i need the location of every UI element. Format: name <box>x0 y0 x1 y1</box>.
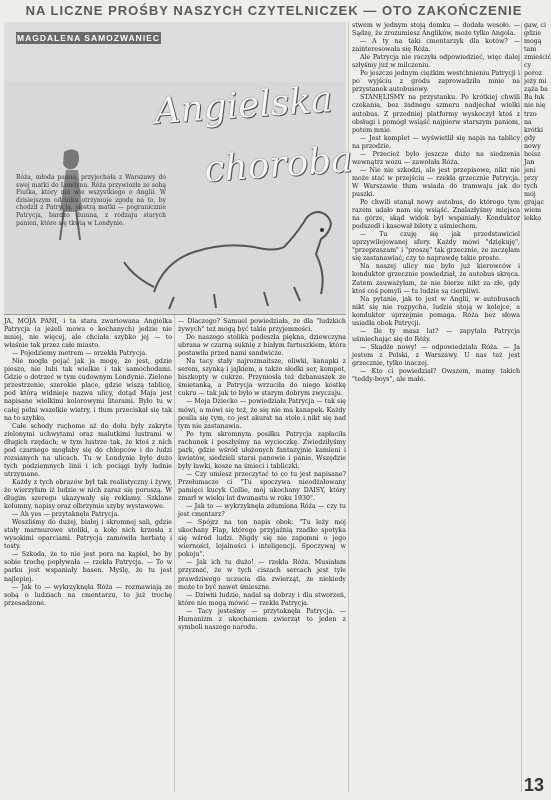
paragraph: Po tym skromnym posiłku Patrycja zapłaciła rachunek i poszłyśmy na wycieczkę. Zwiedziłyśmy park, gdzie wśród ułożonych fantazyjnie kamieni i kwiatów, siedzieli starsi panowie i panie. Wszędzie były ławki, kosze na śmieci i tabliczki. <box>178 430 346 470</box>
paragraph: — Jak to — wykrzyknęła zdumiona Róża — czy tu jest cmentarz? <box>178 503 346 519</box>
paragraph: — Tacy jesteśmy — przytaknęła Patrycja. — Humanizm z ukochaniem zwierząt to jeden z symboli naszego narodu. <box>178 607 346 631</box>
line: boisz <box>524 150 541 158</box>
paragraph: Całe schody ruchome aż do dołu były zakryte zielonymi uchwytami oraz malutkimi lustrami w długich rzędach; w tym lustrze tak, że ktoś z nich pod czarnego mogłaby się do chłopców i do ludzi rozsianych na ulicach. Tu w Londynie było dużo tych podziemnych linii i ich pociągi były ładnie utrzymane. <box>4 422 172 478</box>
line: na <box>524 118 532 126</box>
line: ząża ba <box>524 86 548 94</box>
paragraph: JA, MOJA PANI, i ta stara zwariowana Angielka Patrycja (a jeżeli mowa o kochanych) jedzie nie mniej, nie więcej, ale chciała szybko jej — to właśnie tak przez całe miasto. <box>4 318 172 350</box>
paragraph: — A ty na taki cmentarzyk dla kotów? — zainteresowała się Róża. <box>352 38 520 54</box>
line: przy <box>524 174 538 182</box>
line: nie nię <box>524 102 546 110</box>
paragraph: — Ile ty masz lat? — zapytała Patrycja uśmiechając się do Róży. <box>352 327 520 343</box>
article-author: MAGDALENA SAMOZWANIEC <box>17 33 160 43</box>
line: jeni <box>524 166 536 174</box>
paragraph: — Ah yes — przytaknęła Patrycja. <box>12 511 120 519</box>
line: lekko <box>524 215 542 223</box>
banner-text: NA LICZNE PROŚBY NASZYCH CZYTELNICZEK — OTO ZAKOŃCZENIE <box>25 3 523 18</box>
article-header <box>4 22 354 315</box>
article-title-line2: choroba <box>202 139 354 191</box>
paragraph: Po jeszcze jednym ciężkim westchnieniu Patrycji i po wyjściu z grodu zaprowadziła mnie na przystanek autobusowy. <box>352 70 520 94</box>
page-banner <box>0 0 548 22</box>
paragraph: — Dziwni ludzie, nadal są dobrzy i dla stworzeń, które nie mogą mówić — rzekła Patrycja. <box>178 591 346 607</box>
paragraph: Na naszej ulicy nie było już kierowców i konduktor grzecznie powiedział, że autobus skręca. Zatem zauważyłam, że nie bierze nikt za złe, gdy ktoś coś pomyli — tu ludzie są cierpliwi. <box>352 263 520 295</box>
paragraph: Nie mogła pojąć jak ja mogę, że jest, gdzie pieszo, nie lubi tak wielkie i tak samochodami. Gdzie o dotrzeć w tym cudownym Londynie. Zielone przestrzenie, szerokie place, gdzie wiszą tablicę, pod którą widnieje nazwa ulicy, dotąd Maja jest napisane wielkimi kolorowymi literami. Było tu w całej pełni wszelkie wiatry, i tłum przeciskał się tak na to szybko. <box>4 358 172 422</box>
paragraph: — Jest komplet — wyświetlił się napis na tablicy na przodzie. <box>352 134 520 150</box>
paragraph: — Jak to — wykrzyknęła Róża — rozmawiają ze sobą o ludziach na cmentarzu, to już trochę przesadzone. <box>4 583 172 607</box>
line: grając <box>524 199 545 207</box>
line: krótki <box>524 126 543 134</box>
paragraph: — Skądże nowy! — odpowiedziała Róża. — Ja jestem z Polski, z Warszawy. U nas też jest grzecznie, tylko inaczej. <box>352 343 520 367</box>
line: Jan <box>524 158 535 166</box>
line: trzo <box>524 110 537 118</box>
page-number: 13 <box>523 775 544 795</box>
paragraph: Weszliśmy do dużej, białej i skromnej sali, gdzie stały marmurowe stoliki, a koło nich krzesła z wysokimi oparciami. Patrycja zamówiła herbatę i tosty. <box>4 519 172 551</box>
line: wiem <box>524 207 542 215</box>
paragraph: — Przecież było jeszcze dużo na siedzenia wewnątrz wozu — zawołała Róża. <box>352 150 520 166</box>
paragraph: Na pytanie, jak to jest w Anglii, w autobusach nikt się nie rozpycha, ludzie stoją w kolejce, a konduktor uprzejmie pomaga. Róża bez słowa usiadła obok Patrycji. <box>352 295 520 327</box>
paragraph: — Dlaczego? Samuel powiedziała, że dla "ludzkich żywych" też mogą być takie przyjemności. <box>178 318 346 334</box>
paragraph: — Moja Dziecko — powiedziała Patrycja — tak się mówi, a mówi się też, że się nie ma kanapek. Każdy posila się tym, co jest akurat na stole i nikt się nad tym nie zastanawia. <box>178 398 346 430</box>
paragraph: — Jak ich tu dużo! — rzekła Róża. Musiałam przyznać, że w tych ciszach sercach jest tyle prawdziwego uczucia dla zwierząt, że niekiedy może to być nawet śmieszne. <box>178 559 346 591</box>
text-column-1 <box>4 318 172 792</box>
paragraph: STANĘLIŚMY na przystanku. Po krótkiej chwili czekania, bez żadnego szmeru nadjechał wielki autobus. Z przedniej platformy wyskoczył ktoś z obsługi i pomógł wsiąść najpierw starszym paniom, potem mnie. <box>352 94 520 134</box>
paragraph: Na tacy stały najrozmaitsze, oliwki, kanapki z serem, szynką i jajkiem, a także słodki ser, kompot, biszkopty w cukrze. Przyniosła też dzbanuszek ze śmietanką, a Patrycja wrzuciła do niego kostkę cukru — tak jak to było w starym dobrym zwyczaju. <box>178 358 346 398</box>
paragraph: Każdy z tych obrazów był tak realistyczny i żywy, że wierzyłam iż ludzie w nich zaraz się poruszą. W długim szeregu ukazywały się reklamy. Szklane kolumny, napisy oraz olbrzymie szyby wystawowe. <box>4 478 172 511</box>
paragraph: — Tu czuję się jak przedstawiciel uprzywilejowanej sfery. Każdy mówi "dziękuję", "przepraszam" i "proszę" tak grzecznie, że zaczęłam się zastanawiać, czy to naprawdę takie proste. <box>352 231 520 263</box>
paragraph: Po chwili stanął nowy autobus, do którego tym razem udało nam się wsiąść. Znalazłyśmy miejsca na górze, skąd widok był wspaniały. Konduktor podszedł i kasował bilety z uśmiechem. <box>352 199 520 231</box>
paragraph: stwem w jednym stoją domku — dodała wesoło. — Sądzę, że zrozumiesz Anglików, może tylko Angola. <box>352 22 520 38</box>
paragraph: — Pojedziemy metrem — orzekła Patrycja. <box>12 350 148 358</box>
paragraph: — Czy umiesz przeczytać to co tu jest napisane? Przełumacze ci "Tu spoczywa nieodżałowany pamięci kucyk Collie, mój ukochany DAISY, który zmarł w wieku lat dwunastu w roku 1930". <box>178 470 346 503</box>
text-column-3 <box>352 22 520 792</box>
line: cy poroz <box>524 62 542 78</box>
line: gaw, ci gdzie mogą tam zmieścić <box>524 22 551 62</box>
paragraph: — Kto ci powiedział? Owszem, mamy takich "teddy-boys", ale mało. <box>352 368 520 384</box>
line: tych <box>524 182 538 190</box>
paragraph: — Nie nie szkodzi, ale jest przepisowe, nikt nie może stać w przejściu — rzekła grzecznie Patrycja. W Warszawie tłum wsiada do tramwaju jak do puszki. <box>352 166 520 198</box>
paragraph: Ale Patrycja nie raczyła odpowiedzieć, więc dalej szłyśmy już w milczeniu. <box>352 54 520 70</box>
line: Ba łuk <box>524 94 545 102</box>
line: jeży mi <box>524 78 547 86</box>
text-column-2 <box>178 318 346 792</box>
column-divider <box>348 22 349 792</box>
article-lead: Róża, młoda panna, przyjechała z Warszawy do swej matki do Londynu. Róża przywiozła ze sobą Fiutka, który nie wie wszystkiego o Anglii. W dzisiejszym odcinku otrzymuje zgodę na to, by chodził z Patrycją, siostrą matki — pogranicznie Patrycja, bardzo dumna, z rodzaju starych panien, które się tkwią w Londynie. <box>16 174 166 227</box>
line: mój <box>524 190 536 198</box>
line: nowy <box>524 142 541 150</box>
line: gdy <box>524 134 536 142</box>
paragraph: — Spójrz na ten napis obok: "Tu leży mój ukochany Flap, którego przyjaźnią rzadko spotyka się wśród ludzi. Nigdy się nie zapomni o jego wierności, lojalności i inteligencji. Spoczywaj w pokoju". <box>178 519 346 559</box>
text-column-4-cropped <box>524 22 551 792</box>
paragraph: — Szkoda, że to nie jest pora na kąpiel, bo by sobie trochę popływała — rzekła Patrycja. — To w parku jest wspaniały basen. Myślę, że tu jest najlepiej. <box>4 551 172 583</box>
paragraph: Do naszego stolika podeszła piękna, dziewczyna ubrana w czarną suknię z białym fartuszkiem, która postawiła przed nami sandwicze. <box>178 334 346 358</box>
article-title-line1: Angielska <box>152 79 334 133</box>
